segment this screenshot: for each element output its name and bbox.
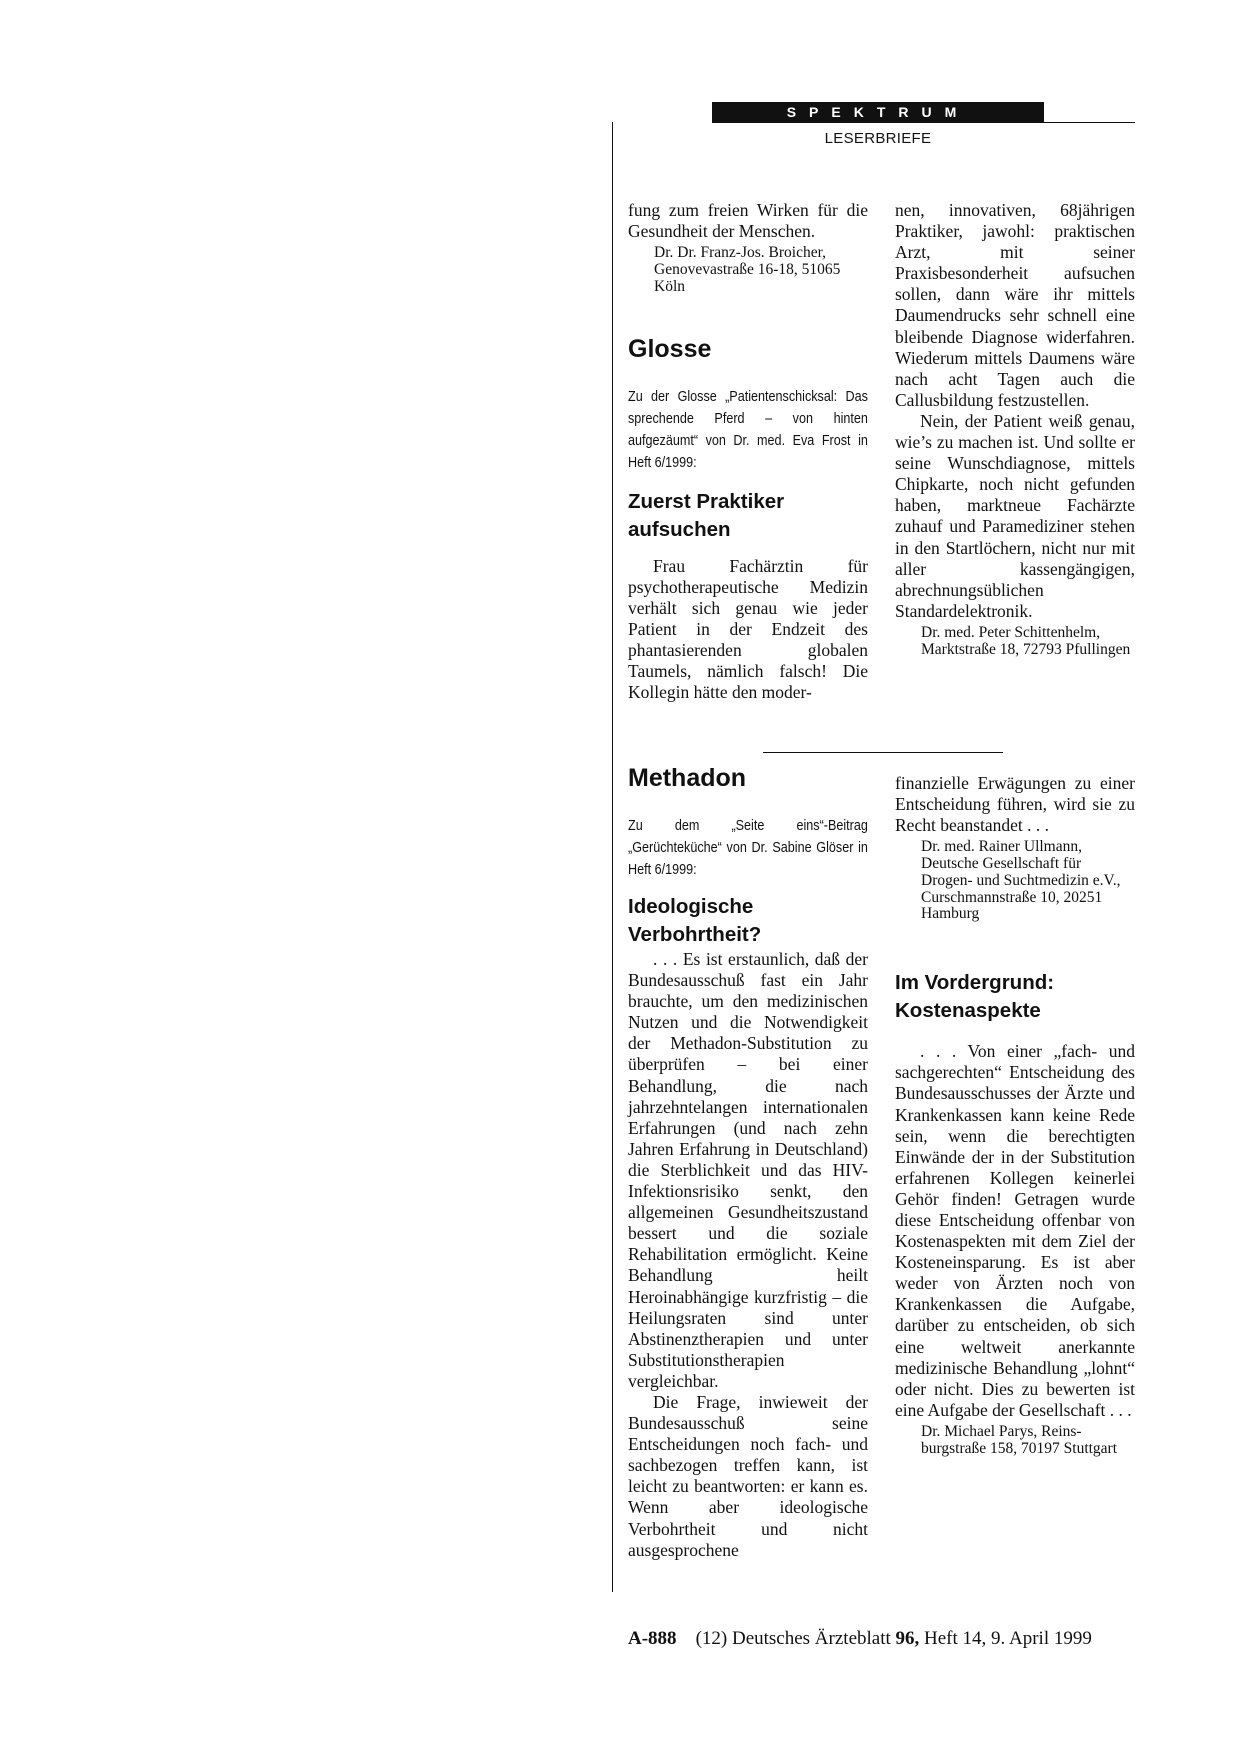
letter-body: nen, innovativen, 68jährigen Praktiker, jawohl: praktischen Arzt, mit seiner Praxisbesonderheit aufsuchen sollen, dann wäre ihr mittels Daumendrucks sehr schnell eine bleibende Diagnose widerfahren. Wiederum mittels Daumens wäre nach acht Tagen auch die Callusbildung festzustellen. — [895, 200, 1135, 410]
article-reference: Zu dem „Seite eins“-Beitrag „Gerüchteküche“ von Dr. Sabine Glöser in Heft 6/1999: — [628, 817, 868, 878]
signature: Dr. med. Peter Schittenhelm, Marktstraße 18, 72793 Pfullingen — [921, 623, 1131, 658]
continued-text: fung zum freien Wirken für die Gesundheit der Menschen. — [628, 200, 868, 242]
section-kicker: SPEKTRUM — [712, 102, 1044, 123]
column-top-left — [628, 200, 868, 703]
letter-headline: Im Vordergrund: Kostenaspekte — [895, 971, 1055, 1023]
header-rule — [1044, 122, 1135, 123]
journal-name: (12) Deutsches Ärzteblatt — [695, 1628, 891, 1649]
column-top-right — [895, 200, 1135, 658]
letter-body: finanzielle Erwägungen zu einer Entscheidung führen, wird sie zu Recht beanstandet . . . — [895, 773, 1135, 836]
section-title-methadon: Methadon — [628, 764, 747, 792]
column-bottom-left — [628, 763, 868, 1561]
letter-headline: Zuerst Praktiker aufsuchen — [628, 489, 785, 541]
article-reference: Zu der Glosse „Patientenschicksal: Das sprechende Pferd – von hinten aufgezäumt“ von Dr. med. Eva Frost in Heft 6/1999: — [628, 387, 868, 471]
letter-headline: Ideologische Verbohrtheit? — [628, 895, 762, 946]
letter-body: . . . Von einer „fach- und sachgerechten“ Entscheidung des Bundesausschusses der Ärzte und Krankenkassen kann keine Rede sein, wenn die berechtigten Einwände der in der Substitution erfahrenen Kollegen keinerlei Gehör finden! Getragen wurde diese Entscheidung offenbar von Kostenaspekten mit dem Ziel der Kosteneinsparung. Es ist aber weder von Ärzten noch von Krankenkassen die Aufgabe, darüber zu entscheiden, ob sich eine weltweit anerkannte medizinische Behandlung „lohnt“ oder nicht. Dies zu bewerten ist eine Aufgabe der Gesellschaft . . . — [895, 1041, 1135, 1420]
section-separator — [763, 752, 1003, 753]
letter-body: Frau Fachärztin für psychotherapeutische Medizin verhält sich genau wie jeder Patient in der Endzeit des phantasierenden globalen Taumels, nämlich falsch! Die Kollegin hätte den moder- — [628, 555, 868, 703]
letter-body: . . . Es ist erstaunlich, daß der Bundesausschuß fast ein Jahr brauchte, um den medizinischen Nutzen und die Notwendigkeit der Methadon-Substitution zu überprüfen – bei einer Behandlung, die nach jahrzehntelangen internationalen Erfahrungen (und nach zehn Jahren Erfahrung in Deutschland) die Sterblichkeit und das HIV-Infektionsrisiko senkt, den allgemeinen Gesundheitszustand bessert und die soziale Rehabilitation ermöglicht. Keine Behandlung heilt Heroinabhängige kurzfristig – die Heilungsraten sind unter Abstinenztherapien und unter Substitutionstherapien vergleichbar. — [628, 949, 868, 1391]
signature: Dr. Michael Parys, Reins- burgstraße 158, 70197 Stuttgart — [921, 1422, 1118, 1457]
volume-number: 96, — [895, 1628, 920, 1649]
page-footer — [628, 1628, 1092, 1650]
signature: Dr. Dr. Franz-Jos. Broicher, Genovevastraße 16-18, 51065 Köln — [654, 244, 841, 295]
issue-date: Heft 14, 9. April 1999 — [924, 1628, 1092, 1649]
signature: Dr. med. Rainer Ullmann, Deutsche Gesellschaft für Drogen- und Suchtmedizin e.V., Curschmannstraße 10, 20251 Hamburg — [921, 838, 1121, 923]
column-bottom-right — [895, 773, 1135, 1458]
letter-body: Nein, der Patient weiß genau, wie’s zu machen ist. Und sollte er seine Wunschdiagnose, mittels Chipkarte, noch nicht gefunden haben, marktneue Fachärzte zuhauf und Paramediziner stehen in den Startlöchern, nicht nur mit aller kassengängigen, abrechnungsüblichen Standardelektronik. — [895, 410, 1135, 621]
column-divider — [612, 122, 613, 1592]
subsection-label: LESERBRIEFE — [824, 130, 932, 147]
page-number: A-888 — [628, 1628, 677, 1649]
section-title-glosse: Glosse — [628, 334, 712, 363]
letter-body: Die Frage, inwieweit der Bundesausschuß seine Entscheidungen noch fach- und sachbezogen treffen kann, ist leicht zu beantworten: er kann es. Wenn aber ideologische Verbohrtheit und nicht ausgesprochene — [628, 1391, 868, 1560]
